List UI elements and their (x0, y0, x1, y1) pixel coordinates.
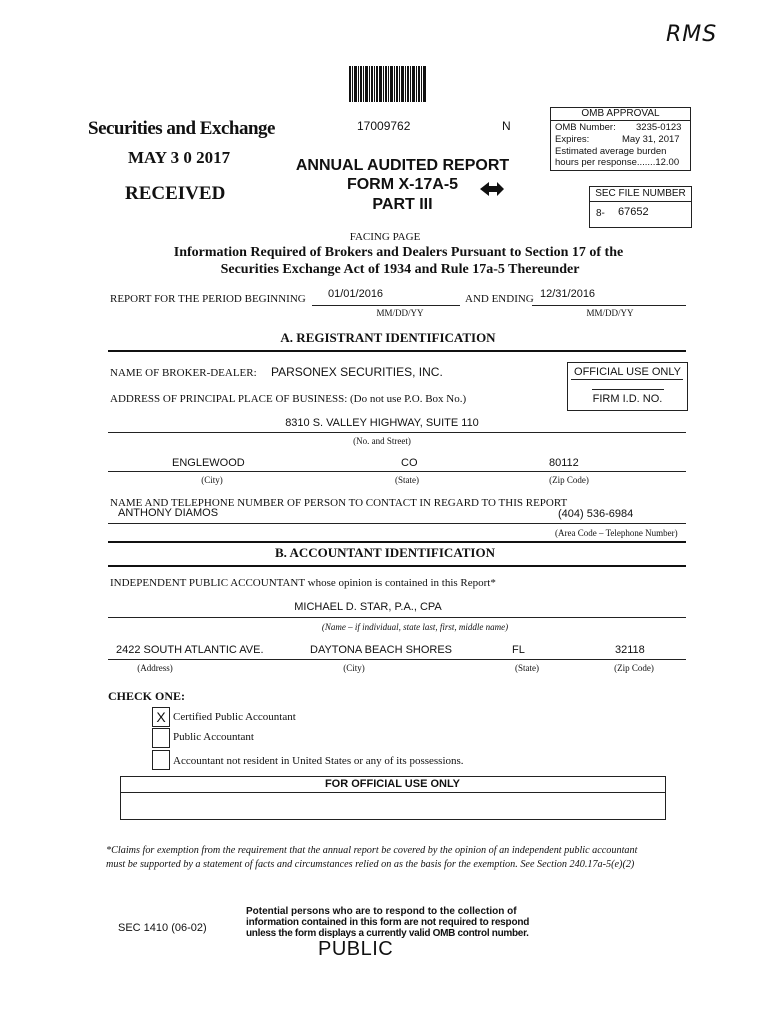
sec-file-value: 67652 (618, 206, 649, 218)
form-title-line2: FORM X-17A-5 (346, 176, 459, 193)
option-non-resident-accountant: Accountant not resident in United States or any of its possessions. (173, 755, 464, 767)
stamp-received: RECEIVED (125, 183, 226, 204)
form-title-line1: ANNUAL AUDITED REPORT (295, 157, 510, 174)
exemption-footnote-line2: must be supported by a statement of facts and circumstances relied on as the basis for the exemption. See Section 240.17a-5(e)(2) (106, 859, 635, 870)
broker-dealer-label: NAME OF BROKER-DEALER: (110, 367, 257, 379)
public-label: PUBLIC (318, 938, 394, 960)
omb-expires-value: May 31, 2017 (622, 134, 680, 145)
state-hint: (State) (395, 475, 419, 485)
option-certified-public-accountant: Certified Public Accountant (173, 711, 296, 723)
info-heading-line1: Information Required of Brokers and Dealers Pursuant to Section 17 of the (173, 245, 624, 260)
option-public-accountant: Public Accountant (173, 731, 254, 743)
principal-address-label: ADDRESS OF PRINCIPAL PLACE OF BUSINESS: (Do not use P.O. Box No.) (110, 393, 467, 405)
checkbox-non-resident-accountant[interactable] (152, 750, 170, 770)
period-begin-value: 01/01/2016 (328, 288, 384, 300)
period-begin-hint: MM/DD/YY (376, 308, 424, 318)
period-end-value: 12/31/2016 (540, 288, 596, 300)
potential-persons-line3: unless the form displays a currently valid OMB control number. (246, 928, 529, 939)
checkbox-public-accountant[interactable] (152, 728, 170, 748)
contact-phone: (404) 536-6984 (558, 508, 634, 520)
omb-burden-line1: Estimated average burden (555, 146, 667, 157)
phone-hint: (Area Code – Telephone Number) (555, 528, 678, 538)
street-hint: (No. and Street) (353, 436, 411, 446)
state-value: CO (401, 457, 418, 469)
accountant-city-value: DAYTONA BEACH SHORES (310, 644, 453, 656)
accountant-name-hint: (Name – if individual, state last, first, middle name) (321, 622, 509, 632)
contact-label: NAME AND TELEPHONE NUMBER OF PERSON TO CONTACT IN REGARD TO THIS REPORT (110, 497, 568, 509)
accountant-address-value: 2422 SOUTH ATLANTIC AVE. (116, 644, 264, 656)
document-flag: N (502, 119, 511, 133)
omb-burden-line2: hours per response.......12.00 (555, 157, 680, 168)
contact-name: ANTHONY DIAMOS (118, 507, 219, 519)
accountant-city-hint: (City) (343, 663, 365, 673)
potential-persons-line2: information contained in this form are not required to respond (246, 917, 530, 928)
accountant-state-value: FL (512, 644, 525, 656)
facing-page: FACING PAGE (349, 231, 421, 243)
city-value: ENGLEWOOD (172, 457, 245, 469)
city-hint: (City) (201, 475, 223, 485)
zip-hint: (Zip Code) (549, 475, 589, 485)
sec-file-prefix: 8- (596, 208, 605, 219)
omb-number-value: 3235-0123 (636, 122, 682, 133)
period-begin-label: REPORT FOR THE PERIOD BEGINNING (110, 293, 306, 305)
accountant-zip-value: 32118 (615, 644, 645, 656)
firm-id-label: FIRM I.D. NO. (592, 393, 663, 405)
accountant-state-hint: (State) (515, 663, 539, 673)
accountant-zip-hint: (Zip Code) (614, 663, 654, 673)
document-number: 17009762 (357, 119, 411, 133)
arrow-mark-icon (479, 180, 505, 203)
checkbox-certified-public-accountant[interactable]: X (152, 707, 170, 727)
section-b-title: B. ACCOUNTANT IDENTIFICATION (275, 545, 495, 560)
period-end-label: AND ENDING (465, 293, 534, 305)
for-official-use-only-label: FOR OFFICIAL USE ONLY (324, 778, 461, 790)
official-use-only-label: OFFICIAL USE ONLY (574, 366, 681, 378)
sec-file-number-label: SEC FILE NUMBER (595, 188, 686, 199)
barcode (349, 66, 426, 102)
broker-dealer-value: PARSONEX SECURITIES, INC. (271, 365, 443, 379)
zip-value: 80112 (549, 457, 579, 469)
stamp-date: MAY 3 0 2017 (128, 148, 231, 167)
potential-persons-line1: Potential persons who are to respond to the collection of (246, 906, 517, 917)
omb-number-label: OMB Number: (555, 122, 616, 133)
section-a-title: A. REGISTRANT IDENTIFICATION (280, 330, 496, 345)
omb-expires-label: Expires: (555, 134, 590, 145)
street-value: 8310 S. VALLEY HIGHWAY, SUITE 110 (285, 417, 479, 429)
form-title-line3: PART III (372, 196, 433, 213)
accountant-address-hint: (Address) (137, 663, 173, 673)
omb-title: OMB APPROVAL (581, 108, 660, 119)
handwritten-initials: RMS (666, 22, 718, 47)
check-one-label: CHECK ONE: (108, 689, 186, 703)
info-heading-line2: Securities Exchange Act of 1934 and Rule 17a-5 Thereunder (220, 262, 580, 277)
exemption-footnote-line1: *Claims for exemption from the requirement that the annual report be covered by the opinion of an independent public accountant (106, 845, 638, 856)
period-end-hint: MM/DD/YY (586, 308, 634, 318)
accountant-label: INDEPENDENT PUBLIC ACCOUNTANT whose opinion is contained in this Report* (110, 577, 496, 589)
sec-form-number: SEC 1410 (06-02) (118, 922, 207, 934)
accountant-value: MICHAEL D. STAR, P.A., CPA (294, 601, 442, 613)
stamp-agency: Securities and Exchange (88, 118, 275, 139)
